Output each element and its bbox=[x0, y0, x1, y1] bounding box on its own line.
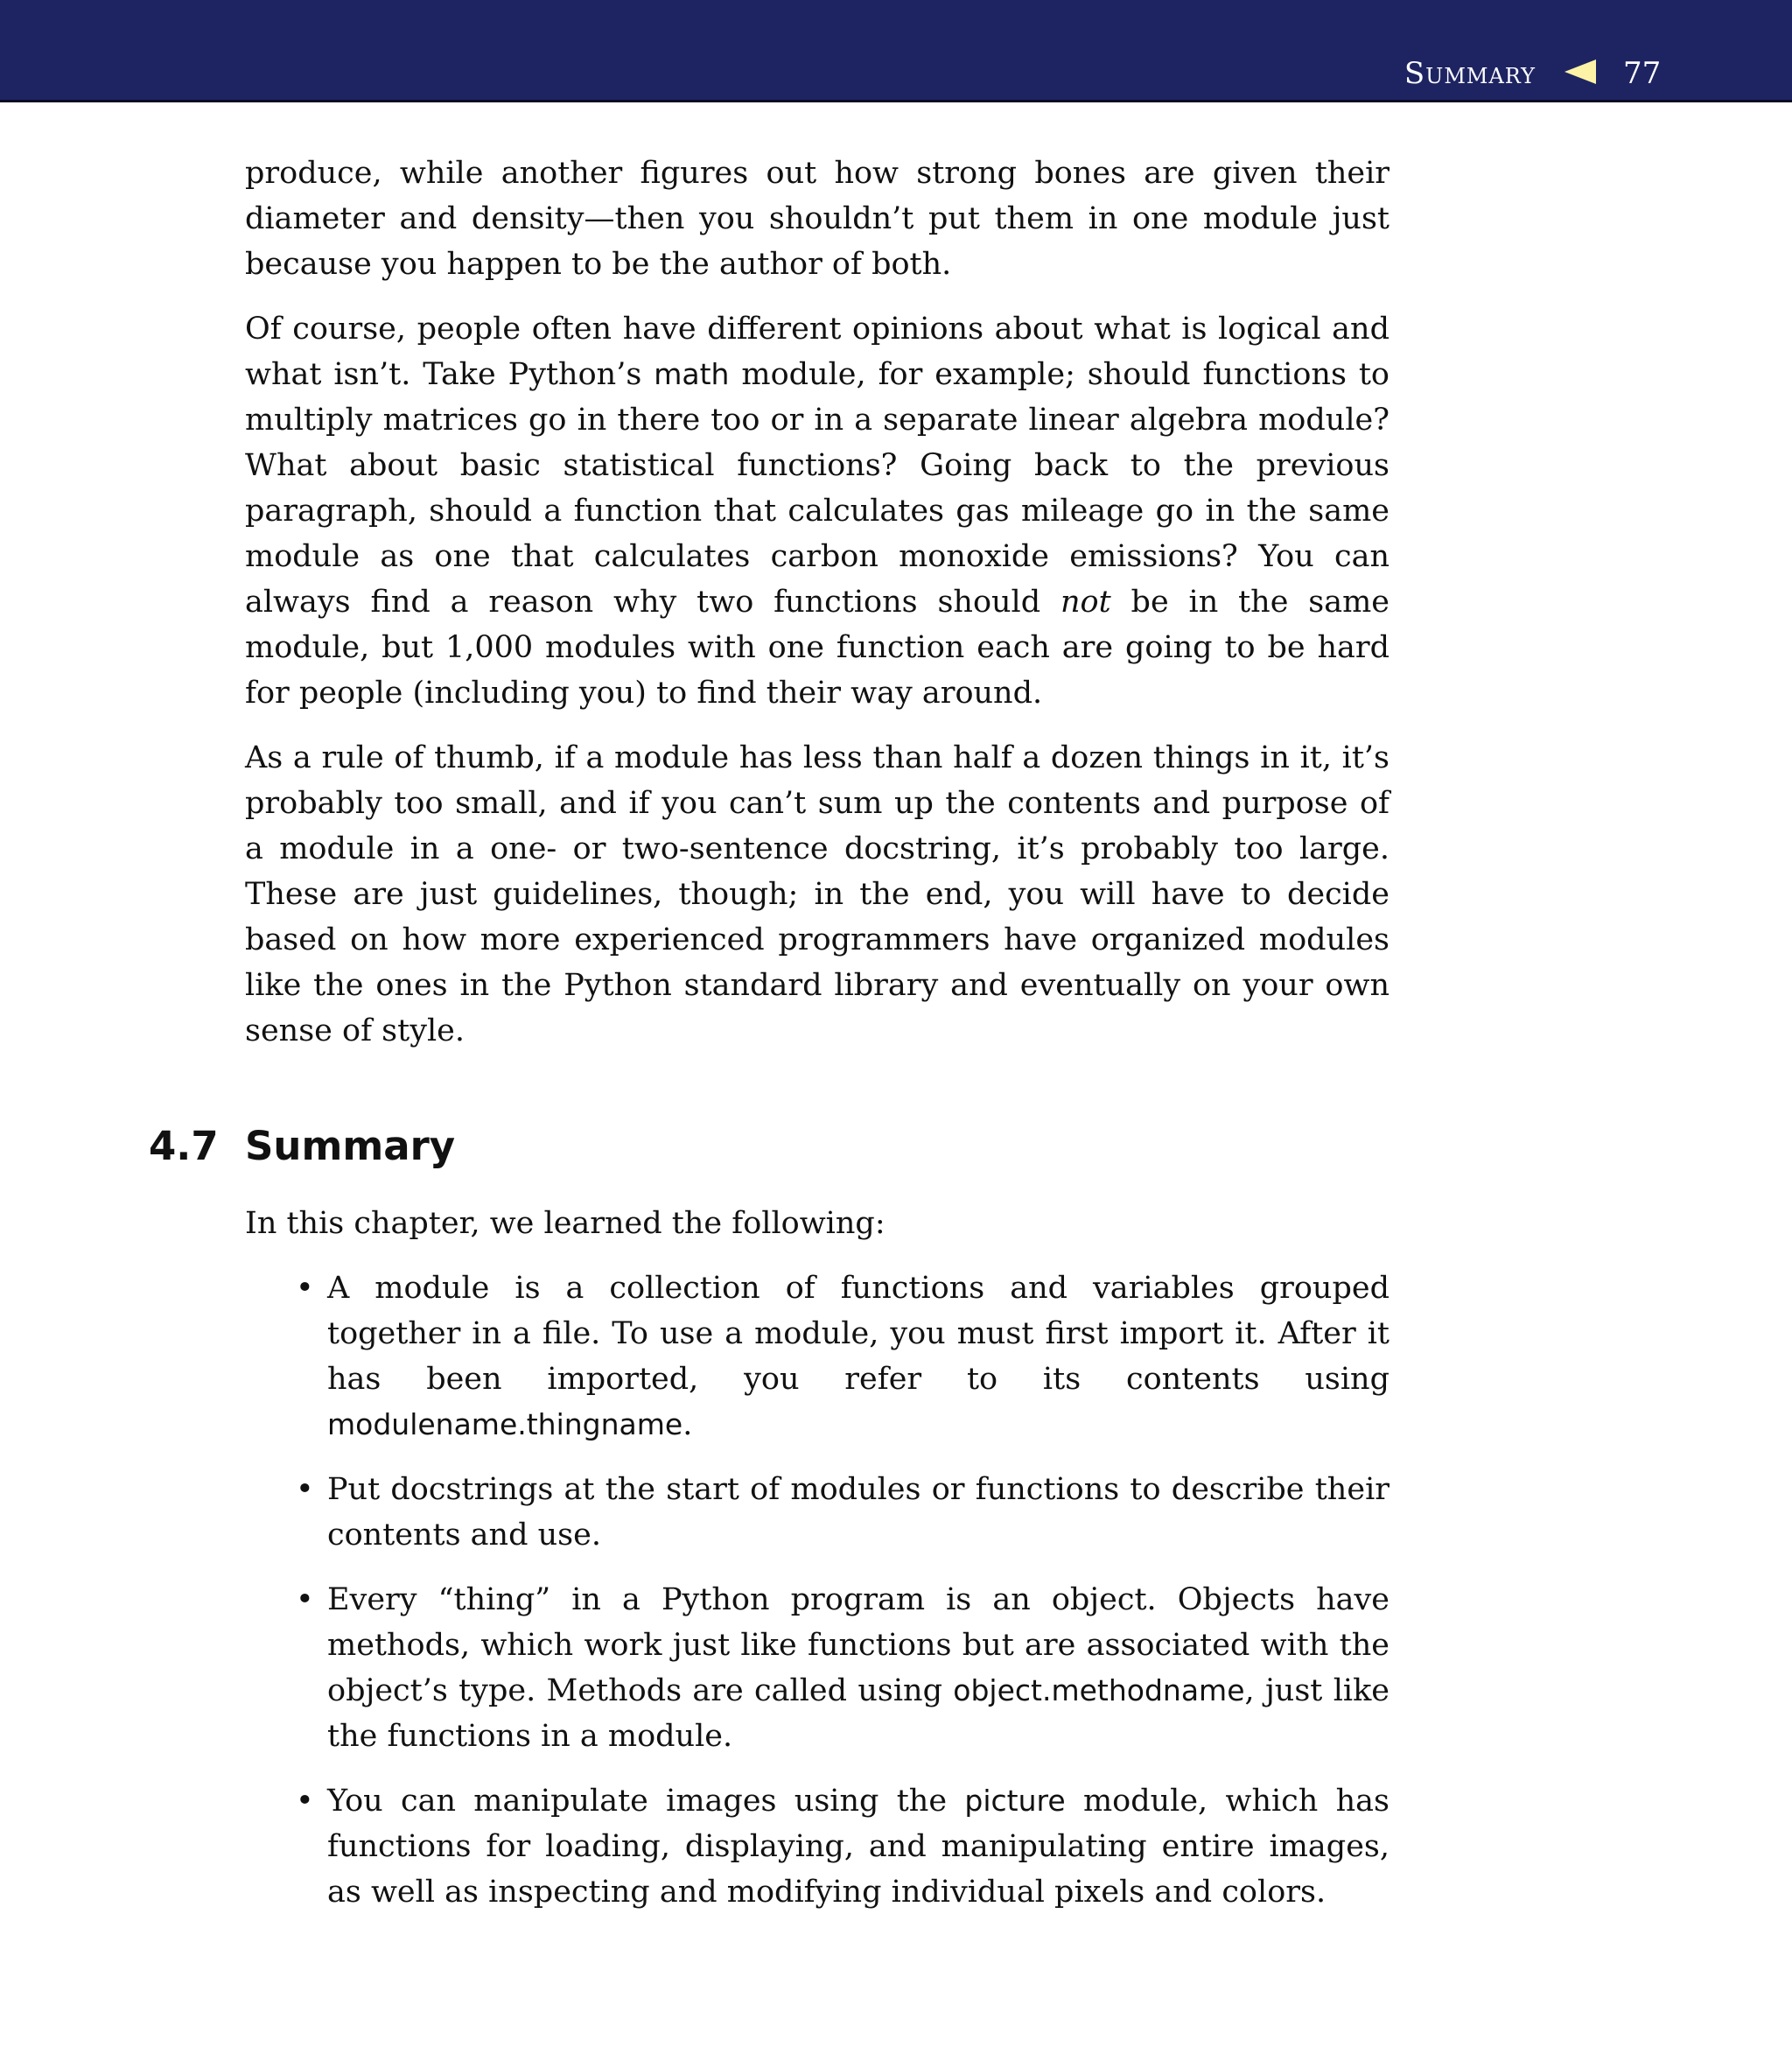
summary-block bbox=[245, 1201, 1390, 1934]
running-header-title: Summary bbox=[1404, 56, 1536, 91]
section-heading bbox=[149, 1122, 455, 1171]
bullet-icon: • bbox=[296, 1582, 314, 1617]
list-item-text: A module is a collection of functions and variables grouped together in a file. To use a module, you must first import it. After it has been imported, you refer to its contents using bbox=[327, 1271, 1390, 1397]
list-item-text: Put docstrings at the start of modules or functions to describe their contents and use. bbox=[327, 1472, 1390, 1553]
section-number: 4.7 bbox=[149, 1123, 219, 1169]
body-text bbox=[245, 151, 1390, 1054]
list-item bbox=[245, 1577, 1390, 1759]
object-methodname-code: object.methodname bbox=[953, 1673, 1245, 1707]
paragraph-2-part-b: module, for example; should functions to multiply matrices go in there too or in a separate linear algebra module? What about basic statistical functions? Going back to the previous paragraph, should a function that calculates gas mileage go in the same module as one that calculates carbon monoxide emissions? You can always find a reason why two functions should bbox=[245, 357, 1390, 620]
emphasis-not: not bbox=[1060, 585, 1111, 620]
bullet-icon: • bbox=[296, 1271, 314, 1306]
math-module-code: math bbox=[654, 357, 730, 391]
paragraph-1: produce, while another figures out how strong bones are given their diameter and density—then you shouldn’t put them in one module just because you happen to be the author of both. bbox=[245, 156, 1390, 282]
picture-module-code: picture bbox=[964, 1784, 1066, 1818]
list-item-text-end: . bbox=[682, 1407, 693, 1442]
bullet-icon: • bbox=[296, 1472, 314, 1507]
list-item bbox=[245, 1778, 1390, 1915]
left-arrow-icon bbox=[1564, 60, 1596, 84]
summary-list bbox=[245, 1265, 1390, 1915]
paragraph-3: As a rule of thumb, if a module has less than half a dozen things in it, it’s probably too small, and if you can’t sum up the contents and purpose of a module in a one- or two-sentence docstring, it’s probably too large. These are just guidelines, though; in the end, you will have to decide based on how more experienced programmers have organized modules like the ones in the Python standard library and eventually on your own sense of style. bbox=[245, 740, 1390, 1048]
list-item bbox=[245, 1467, 1390, 1558]
bullet-icon: • bbox=[296, 1784, 314, 1819]
paragraph-2 bbox=[245, 306, 1390, 716]
paragraph-2-part-a: Of course, people often have different opinions about what is logical and what isn’t. Take Python’s bbox=[245, 312, 1390, 392]
section-title: Summary bbox=[245, 1123, 456, 1169]
list-item-text-end: module, which has functions for loading, displaying, and manipulating entire images, as well as inspecting and modifying individual pixels and colors. bbox=[327, 1784, 1390, 1910]
list-item-text-end: , just like the functions in a module. bbox=[327, 1673, 1390, 1754]
page-number: 77 bbox=[1623, 56, 1662, 91]
paragraph-2-part-c: be in the same module, but 1,000 modules with one function each are going to be hard for people (including you) to find their way around. bbox=[245, 585, 1390, 711]
list-item bbox=[245, 1265, 1390, 1448]
list-item-text: You can manipulate images using the bbox=[327, 1784, 965, 1819]
modulename-thingname-code: modulename.thingname bbox=[327, 1407, 683, 1441]
summary-intro: In this chapter, we learned the following: bbox=[245, 1206, 886, 1241]
list-item-text: Every “thing” in a Python program is an object. Objects have methods, which work just like functions but are associated with the object’s type. Methods are called using bbox=[327, 1582, 1390, 1708]
